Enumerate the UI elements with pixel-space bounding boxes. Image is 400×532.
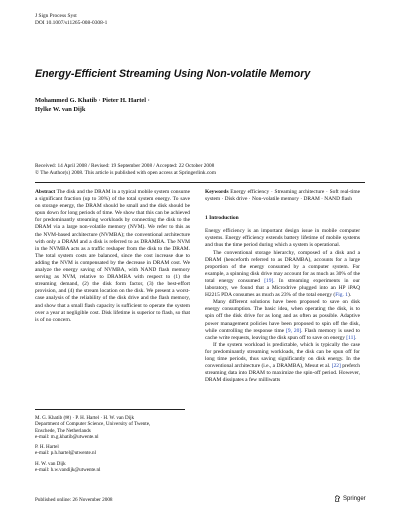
author-line-1: Mohammed G. Khatib · Pieter H. Hartel ·: [35, 97, 150, 104]
keywords: [205, 189, 360, 203]
affil-email-1[interactable]: e-mail: m.g.khatib@utwente.nl: [35, 433, 99, 440]
affil-dept: Department of Computer Science, University of Twente,: [35, 421, 151, 428]
paper-title: Energy-Efficient Streaming Using Non-volatile Memory: [35, 68, 311, 80]
affil-name-2: P. H. Hartel: [35, 444, 59, 451]
abstract: [35, 189, 190, 324]
citation-link[interactable]: [19]: [264, 277, 274, 284]
published-online: Published online: 26 November 2008: [35, 497, 113, 503]
author-list: [35, 96, 355, 114]
body-column: [205, 189, 360, 384]
intro-p1-text: Energy efficiency is an important design issue in mobile computer systems. Energy efficiency extends battery lifetime of mobile systems and thus the time period during which a system is operational.: [205, 228, 360, 249]
author-line-2: Hylke W. van Dijk: [35, 106, 86, 113]
keywords-text: Energy efficiency · Streaming architecture · Soft real-time system · Disk drive · Non-volatile memory · DRAM · NAND flash: [205, 189, 360, 203]
affil-email-3[interactable]: e-mail: h.w.vandijk@utwente.nl: [35, 467, 101, 474]
affil-name-3: H. W. van Dijk: [35, 460, 66, 467]
figure-link[interactable]: Fig. 1: [335, 292, 348, 299]
copyright-notice: © The Author(s) 2008. This article is published with open access at Springerlink.com: [35, 170, 216, 176]
doi[interactable]: DOI 10.1007/s11265-008-0308-1: [35, 20, 108, 26]
publisher-logo: [334, 495, 366, 502]
citation-link[interactable]: [9, 20]: [286, 327, 302, 334]
intro-p3-text-c: .: [355, 334, 357, 341]
affil-authors: M. G. Khatib (✉) · P. H. Hartel · H. W. van Dijk: [35, 415, 135, 421]
affil-city: Enschede, The Netherlands: [35, 427, 91, 434]
intro-p3-text-b: . Flash memory is used to cache write requests, leaving the disk spun off to save on energy: [205, 327, 360, 341]
article-history: [35, 163, 216, 177]
affil-email-2[interactable]: e-mail: p.h.hartel@utwente.nl: [35, 450, 96, 457]
history-dates: Received: 14 April 2008 / Revised: 19 September 2008 / Accepted: 22 October 2008: [35, 163, 215, 169]
affiliations: [35, 415, 195, 477]
intro-paragraph-3: [205, 299, 360, 342]
intro-p2-text-a: The conventional storage hierarchy, composed of a disk and a DRAM (henceforth referred to as DRAMBA), accounts for a large proportion of the energy consumed by a computer system. For example, a spinning disk drive may account for as much as 30% of the total energy consumed: [205, 249, 360, 284]
intro-p4-text-b: prefetch streaming data into DRAM to maximize the spin-off period. However, DRAM dissipates a few milliwatts: [205, 363, 361, 384]
keywords-label: Keywords: [205, 189, 229, 195]
journal-name: J Sign Process Syst: [35, 13, 77, 19]
abstract-column: [35, 189, 190, 324]
intro-p4-text-a: If the system workload is predictable, which is typically the case for predominantly streaming workloads, the disk can be spun off for long time periods, thus saving significantly on disk energy. In the conventional architecture (i.e., a DRAMBA), Mesut et al.: [205, 341, 360, 370]
header-divider: [35, 182, 365, 183]
affiliation-divider: [35, 409, 185, 410]
intro-p3-text-a: Many different solutions have been proposed to save on disk energy consumption. The basic idea, when operating the disk, is to spin off the disk drive for as long and as often as possible. Adaptive power management policies have been proposed to spin off the disk, while controlling the response time: [205, 299, 360, 334]
springer-horse-icon: [334, 495, 341, 502]
publisher-name: Springer: [343, 495, 366, 502]
abstract-text: The disk and the DRAM in a typical mobile system consume a significant fraction (up to 30%) of the total system energy. To save on storage energy, the DRAM should be small and the disk should be spun down for long periods of time. We show that this can be achieved for predominantly streaming workloads by connecting the disk to the DRAM via a large non-volatile memory (NVM). We refer to this as the NVM-based architecture (NVMBA); the conventional architecture with only a DRAM and a disk is referred to as DRAMBA. The NVM in the NVMBA acts as a traffic reshaper from the disk to the DRAM. The total system costs are balanced, since the cost increase due to adding the NVM is compensated by the decrease in DRAM cost. We analyze the energy saving of NVMBA, with NAND flash memory serving as NVM, relative to DRAMBA with respect to (1) the streaming demand, (2) the disk form factor, (3) the best-effort provision, and (4) the stream location on the disk. We present a worst-case analysis of the reliability of the disk drive and the flash memory, and show that a small flash capacity is sufficient to operate the system over a year at negligible cost. Disk lifetime is superior to flash, so that is of no concern.: [35, 189, 190, 323]
intro-paragraph-2: [205, 250, 360, 300]
citation-link[interactable]: [22]: [331, 363, 341, 370]
section-heading-introduction: 1 Introduction: [205, 215, 239, 222]
journal-header: [35, 13, 107, 27]
intro-p2-text-b: . In streaming experiments in our laboratory, we found that a Microdrive plugged into an HP iPAQ H2215 PDA consumes as much as 23% of the total energy (: [205, 277, 360, 299]
citation-link[interactable]: [11]: [346, 334, 356, 341]
abstract-label: Abstract: [35, 189, 56, 195]
intro-paragraph-4: [205, 342, 360, 385]
intro-p2-text-c: ).: [347, 292, 352, 299]
intro-paragraph-1: [205, 228, 360, 249]
